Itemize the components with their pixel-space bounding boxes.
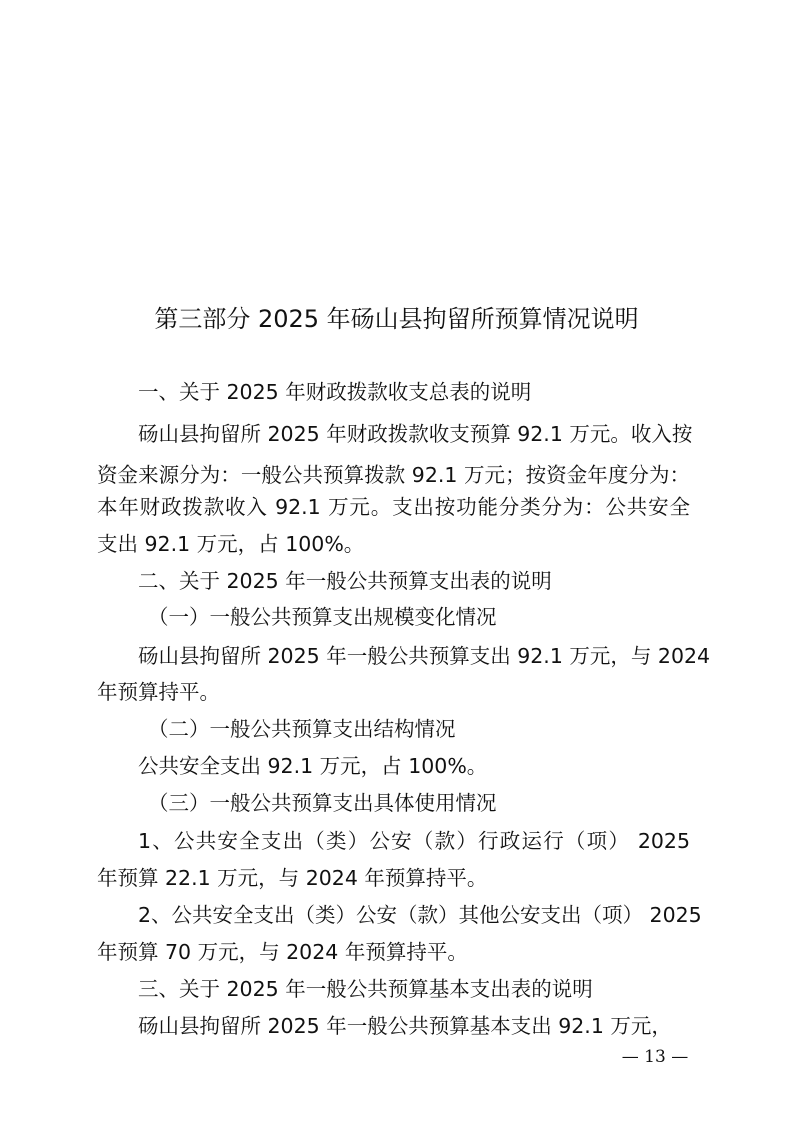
section-heading-1: 一、关于 2025 年财政拨款收支总表的说明 (138, 380, 532, 404)
paragraph-line: 支出 92.1 万元，占 100%。 (97, 532, 365, 556)
paragraph-line: 砀山县拘留所 2025 年一般公共预算支出 92.1 万元，与 2024 (138, 644, 711, 668)
subsection-heading: （一）一般公共预算支出规模变化情况 (148, 605, 497, 629)
paragraph-line: 年预算 22.1 万元，与 2024 年预算持平。 (97, 866, 488, 890)
paragraph-line: 公共安全支出 92.1 万元，占 100%。 (138, 754, 488, 778)
paragraph-line: 砀山县拘留所 2025 年一般公共预算基本支出 92.1 万元， (138, 1014, 672, 1038)
paragraph-line: 砀山县拘留所 2025 年财政拨款收支预算 92.1 万元。收入按 (138, 422, 693, 446)
subsection-heading: （二）一般公共预算支出结构情况 (148, 717, 456, 741)
document-title: 第三部分 2025 年砀山县拘留所预算情况说明 (154, 305, 639, 333)
paragraph-line: 2、公共安全支出（类）公安（款）其他公安支出（项） 2025 (138, 903, 702, 927)
section-heading-3: 三、关于 2025 年一般公共预算基本支出表的说明 (138, 977, 593, 1001)
section-heading-2: 二、关于 2025 年一般公共预算支出表的说明 (138, 569, 552, 593)
paragraph-line: 1、公共安全支出（类）公安（款）行政运行（项） 2025 (138, 829, 690, 853)
paragraph-line: 年预算 70 万元，与 2024 年预算持平。 (97, 940, 468, 964)
subsection-heading: （三）一般公共预算支出具体使用情况 (148, 791, 497, 815)
paragraph-line: 年预算持平。 (97, 680, 220, 704)
paragraph-line: 本年财政拨款收入 92.1 万元。支出按功能分类分为：公共安全 (97, 495, 690, 519)
page-number: — 13 — (621, 1047, 689, 1067)
paragraph-line: 资金来源分为：一般公共预算拨款 92.1 万元；按资金年度分为： (97, 463, 690, 487)
